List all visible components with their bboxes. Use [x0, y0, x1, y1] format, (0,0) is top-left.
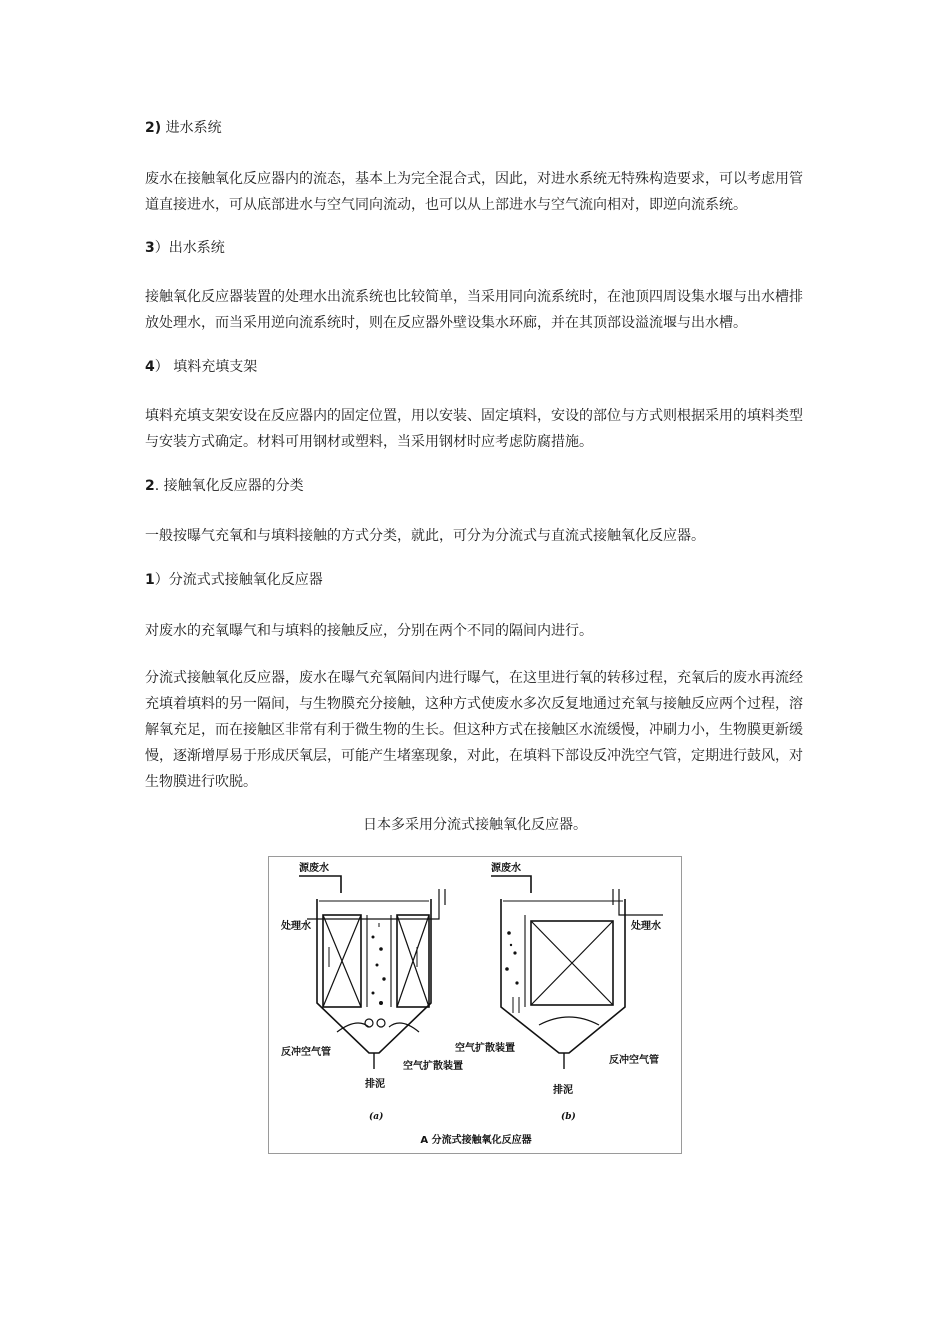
paragraph-outlet-system: 接触氧化反应器装置的处理水出流系统也比较简单，当采用同向流系统时，在池顶四周设集水堰与出水槽排放处理水，而当采用逆向流系统时，则在反应器外壁设集水环廊，并在其顶部设溢流堰与出水槽。	[145, 289, 803, 331]
a-outlet-label: 处理水	[281, 921, 311, 932]
a-inlet-label: 源废水	[299, 863, 329, 874]
paragraph-split-flow-detail: 分流式接触氧化反应器，废水在曝气充氧隔间内进行曝气，在这里进行氧的转移过程，充氧后的废水再流经充填着填料的另一隔间，与生物膜充分接触，这种方式使废水多次反复地通过充氧与接触反应两个过程，溶解氧充足，而在接触区非常有利于微生物的生长。但这种方式在接触区水流缓慢，冲刷力小，生物膜更新缓慢，逐渐增厚易于形成厌氧层，可能产生堵塞现象，对此，在填料下部设反冲洗空气管，定期进行鼓风，对生物膜进行吹脱。	[145, 670, 803, 790]
heading-text: . 接触氧化反应器的分类	[154, 478, 304, 494]
paragraph-classification: 一般按曝气充氧和与填料接触的方式分类，就此，可分为分流式与直流式接触氧化反应器。	[145, 528, 705, 544]
a-subfigure-label: (a)	[369, 1112, 384, 1122]
b-sludge-label: 排泥	[553, 1085, 573, 1096]
heading-number: 1	[145, 572, 155, 588]
a-inlet-pipe	[299, 876, 341, 893]
heading-classification	[145, 476, 304, 496]
figure-caption: A 分流式接触氧化反应器	[420, 1135, 532, 1146]
heading-text: ）出水系统	[154, 240, 225, 256]
heading-inlet-system	[145, 118, 222, 138]
heading-text: ） 填料充填支架	[154, 359, 258, 375]
a-diffuser-label: 空气扩散装置	[403, 1061, 463, 1072]
b-tank-wall	[501, 899, 625, 1053]
b-inlet-pipe	[491, 876, 531, 893]
heading-text: 进水系统	[165, 120, 222, 136]
paragraph-packing-support: 填料充填支架安设在反应器内的固定位置，用以安装、固定填料，安设的部位与方式则根据采用的填料类型与安装方式确定。材料可用钢材或塑料，当采用钢材时应考虑防腐措施。	[145, 408, 803, 450]
heading-split-flow	[145, 570, 323, 590]
b-subfigure-label: (b)	[561, 1112, 576, 1122]
heading-number: 4	[145, 359, 155, 375]
b-diffuser-label: 空气扩散装置	[455, 1043, 515, 1054]
a-backwash-label: 反冲空气管	[281, 1047, 331, 1058]
heading-number: 2)	[145, 120, 162, 136]
b-outlet-label: 处理水	[631, 921, 661, 932]
a-sludge-label: 排泥	[365, 1079, 385, 1090]
heading-outlet-system	[145, 238, 225, 258]
heading-number: 3	[145, 240, 155, 256]
heading-number: 2	[145, 478, 155, 494]
heading-text: ）分流式式接触氧化反应器	[154, 572, 323, 588]
b-backwash-label: 反冲空气管	[609, 1055, 659, 1066]
reactor-diagram	[269, 857, 683, 1155]
figure-intro-caption: 日本多采用分流式接触氧化反应器。	[363, 817, 587, 833]
a-tank-wall	[317, 899, 431, 1053]
paragraph-split-flow-intro: 对废水的充氧曝气和与填料的接触反应，分别在两个不同的隔间内进行。	[145, 623, 593, 639]
heading-packing-support	[145, 357, 257, 377]
b-inlet-label: 源废水	[491, 863, 521, 874]
paragraph-inlet-system: 废水在接触氧化反应器内的流态，基本上为完全混合式，因此，对进水系统无特殊构造要求，可以考虑用管道直接进水，可从底部进水与空气同向流动，也可以从上部进水与空气流向相对，即逆向流系统。	[145, 171, 803, 213]
reactor-figure	[268, 856, 682, 1154]
